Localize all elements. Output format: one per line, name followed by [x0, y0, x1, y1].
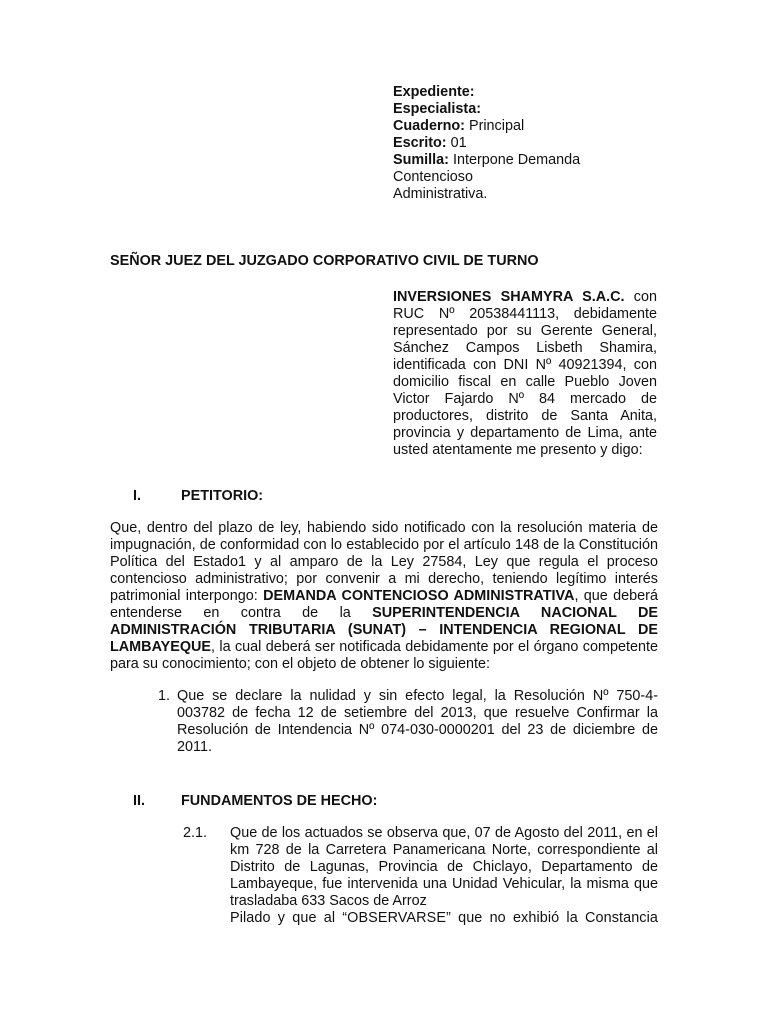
fact-number: 2.1.: [183, 825, 208, 841]
cuaderno-value: Principal: [464, 118, 525, 134]
petitorio-text-2: , que deberá entenderse en contra de la: [110, 588, 658, 621]
section-number: I.: [133, 488, 141, 504]
petitorio-paragraph: [110, 520, 658, 673]
petitorio-bold-2: SUPERINTENDENCIA NACIONAL DE ADMINISTRACIÓN TRIBUTARIA (SUNAT) – INTENDENCIA REGIONAL DE LAMBAYEQUE: [110, 605, 658, 655]
list-item-text: Que se declare la nulidad y sin efecto legal, la Resolución Nº 750-4-003782 de fecha 12 de setiembre del 2013, que resuelve Confirmar la Resolución de Intendencia Nº 074-030-0000201 del 23 de diciembre de 2011.: [177, 688, 658, 755]
cuaderno-line: [393, 118, 673, 135]
sumilla-value-3: Administrativa.: [393, 186, 488, 202]
section-number: II.: [133, 793, 145, 809]
sumilla-label: Sumilla:: [393, 152, 449, 168]
case-header: [393, 84, 673, 203]
sumilla-line: [393, 152, 673, 169]
sumilla-value-2: Contencioso: [393, 169, 473, 185]
expediente-line: [393, 84, 673, 101]
petitorio-text-3: , la cual deberá ser notificada debidamente por el órgano competente para su conocimiento; con el objeto de obtener lo siguiente:: [110, 639, 658, 672]
sumilla-value-1: Interpone Demanda: [448, 152, 581, 168]
fact-text: Que de los actuados se observa que, 07 de Agosto del 2011, en el km 728 de la Carretera Panamericana Norte, correspondiente al Distrito de Lagunas, Provincia de Chiclayo, Departamento de Lambayeque, fue intervenida una Unidad Vehicular, la misma que trasladaba 633 Sacos de Arroz: [230, 825, 658, 909]
petitorio-list-item: [158, 688, 658, 756]
especialista-line: [393, 101, 673, 118]
section-heading-petitorio: [133, 488, 263, 505]
company-name: INVERSIONES SHAMYRA S.A.C.: [393, 289, 625, 305]
cuaderno-label: Cuaderno:: [393, 118, 465, 134]
section-heading-fundamentos: [133, 793, 377, 810]
appearing-party-paragraph: [393, 289, 657, 459]
escrito-value: 01: [446, 135, 467, 151]
fact-text-last-line: Pilado y que al “OBSERVARSE” que no exhibió la Constancia: [230, 910, 658, 926]
section-title: FUNDAMENTOS DE HECHO:: [181, 793, 378, 809]
expediente-label: Expediente:: [393, 84, 475, 100]
appearing-party-text: con RUC Nº 20538441113, debidamente representado por su Gerente General, Sánchez Campos Lisbeth Shamira, identificada con DNI Nº 40921394, con domicilio fiscal en calle Pueblo Joven Victor Fajardo Nº 84 mercado de productores, distrito de Santa Anita, provincia y departamento de Lima, ante usted atentamente me presento y digo:: [393, 289, 657, 458]
addressee-heading: SEÑOR JUEZ DEL JUZGADO CORPORATIVO CIVIL DE TURNO: [110, 253, 539, 269]
escrito-line: [393, 135, 673, 152]
fact-text-block: [230, 825, 658, 927]
especialista-label: Especialista:: [393, 101, 481, 117]
petitorio-text-1: Que, dentro del plazo de ley, habiendo sido notificado con la resolución materia de impugnación, de conformidad con lo establecido por el artículo 148 de la Constitución Política del Estado1 y al amparo de la Ley 27584, Ley que regula el proceso contencioso administrativo; por convenir a mi derecho, teniendo legítimo interés patrimonial interpongo:: [110, 520, 658, 604]
fact-item: [183, 825, 658, 927]
list-item-number: 1.: [158, 688, 171, 704]
section-title: PETITORIO:: [181, 488, 264, 504]
petitorio-bold-1: DEMANDA CONTENCIOSO ADMINISTRATIVA: [263, 588, 575, 604]
escrito-label: Escrito:: [393, 135, 447, 151]
